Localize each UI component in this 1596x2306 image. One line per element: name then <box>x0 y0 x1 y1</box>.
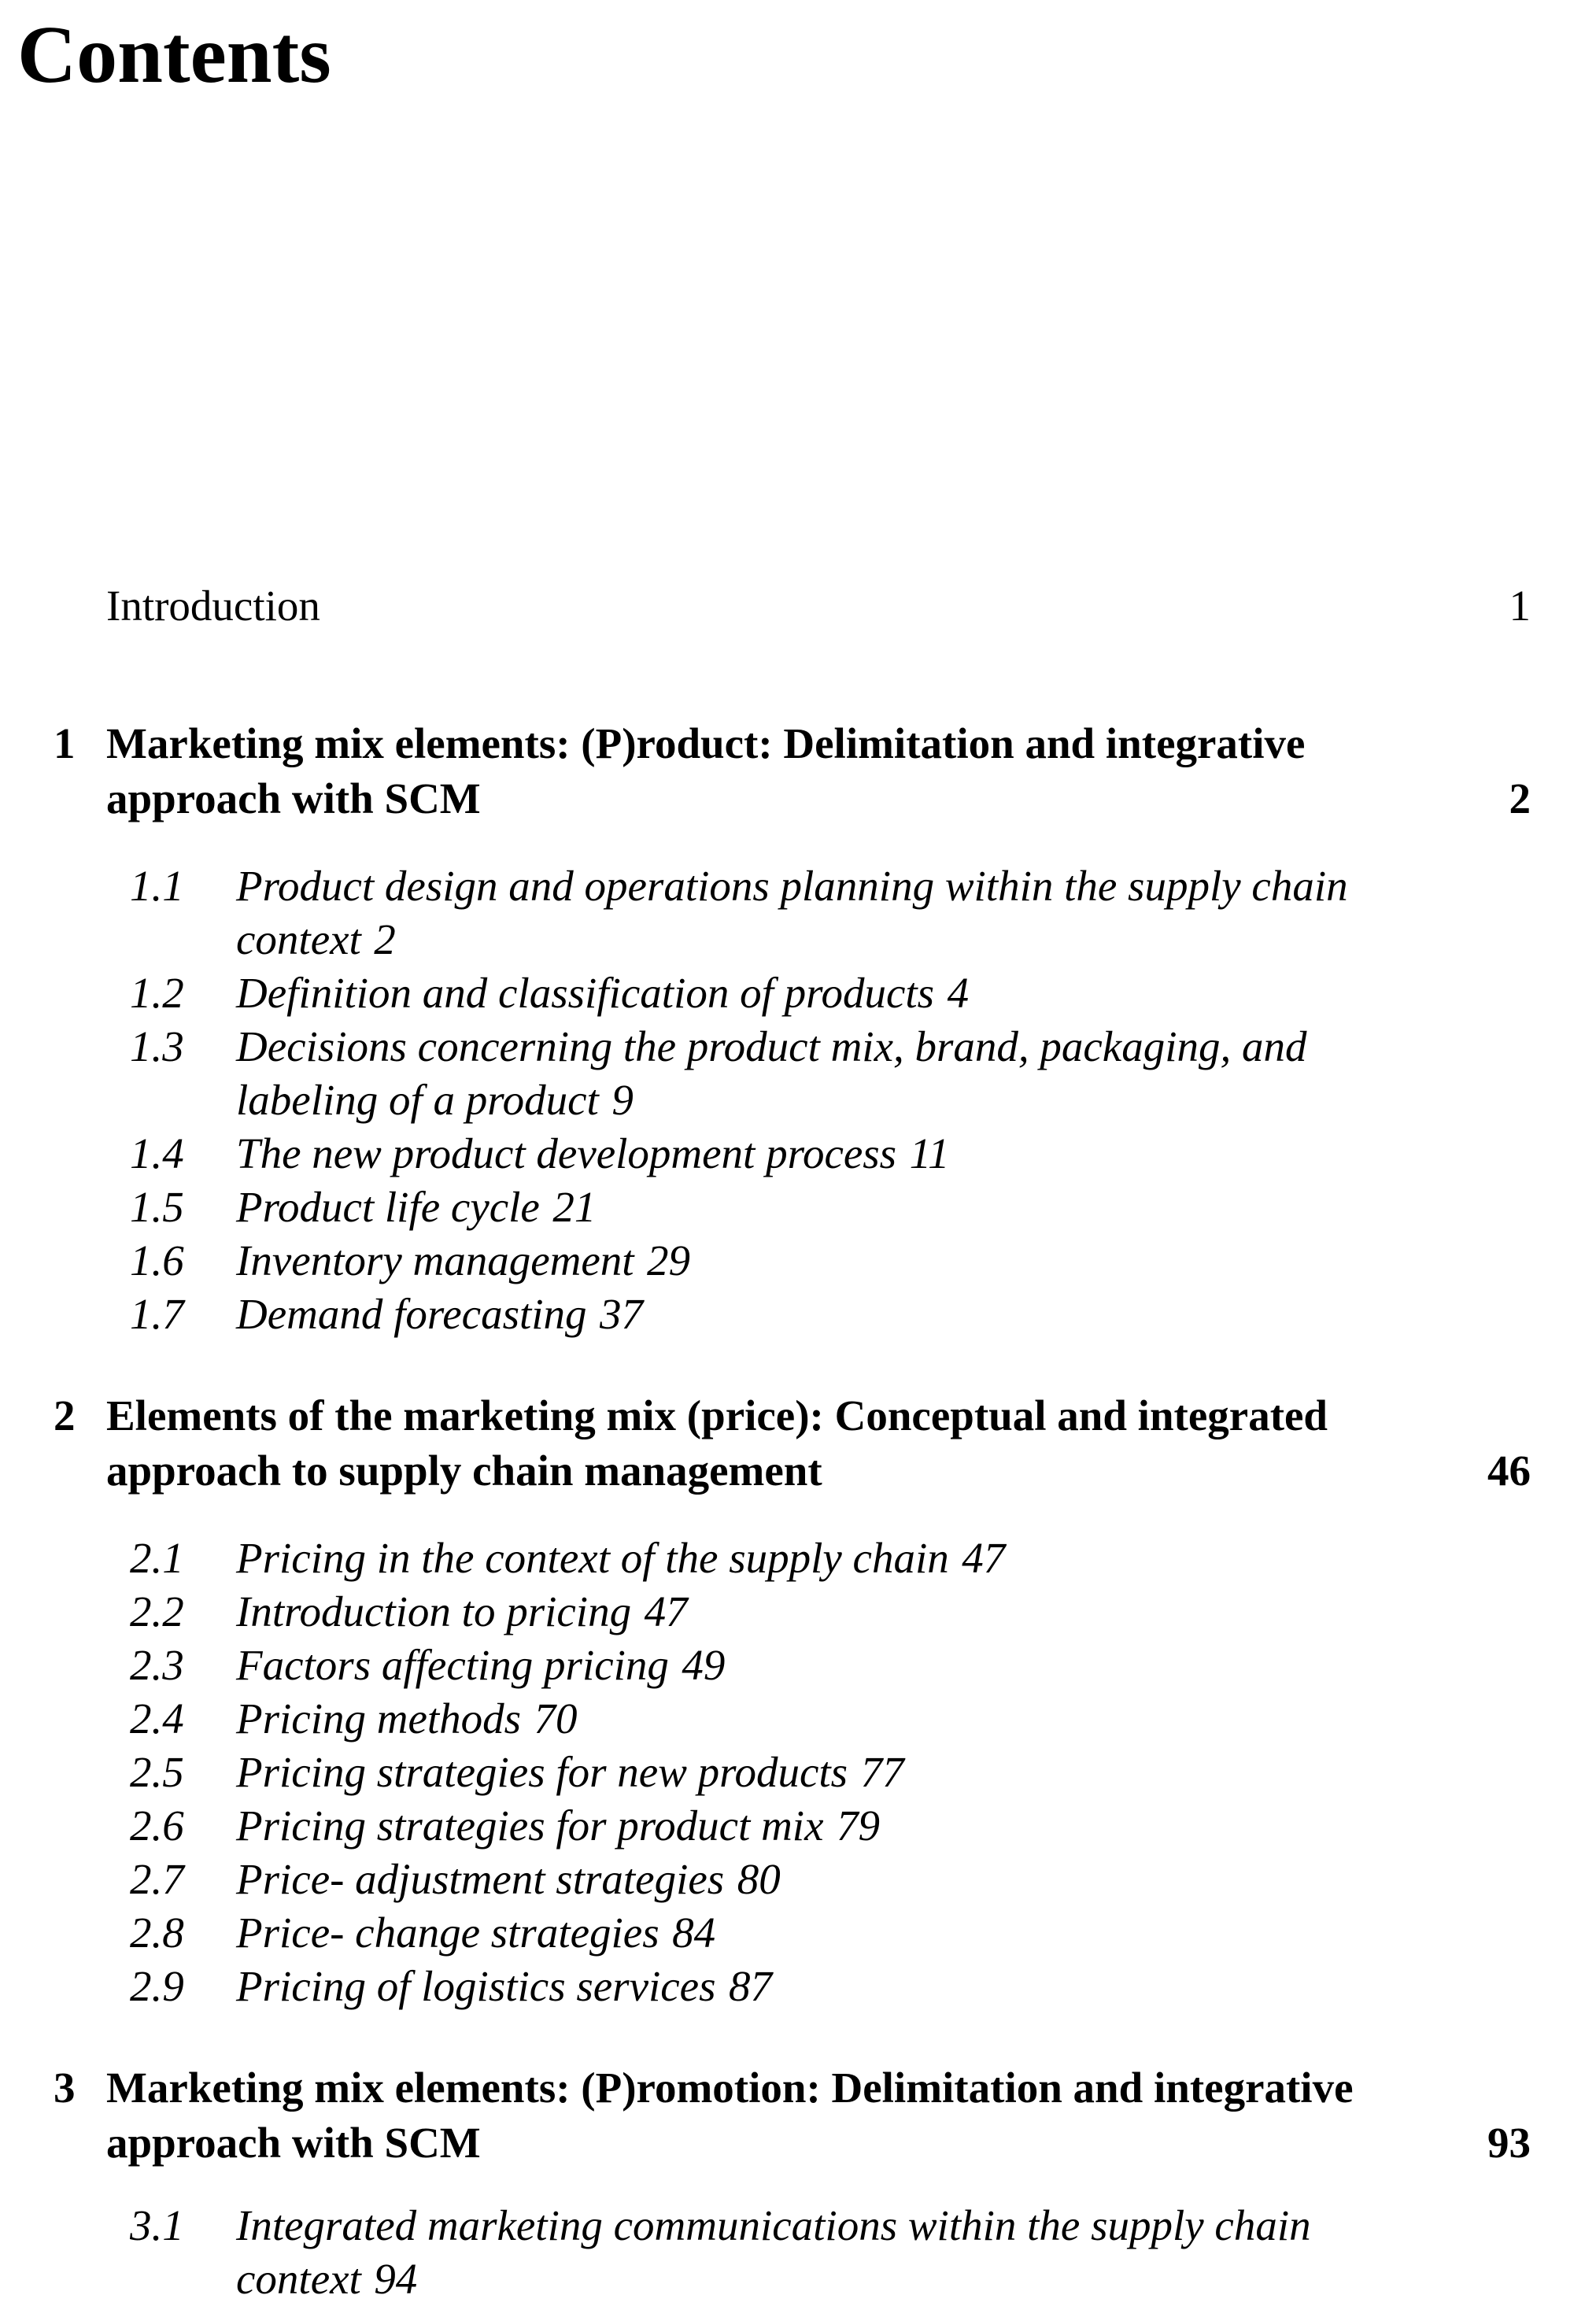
section-number: 1.2 <box>130 968 184 1017</box>
toc-section-entry-2-3 <box>130 1639 1531 1692</box>
chapter-title-line2: approach to supply chain management <box>106 1446 822 1495</box>
section-number: 2.9 <box>130 1961 184 2010</box>
chapter-page-number: 46 <box>1487 1446 1531 1495</box>
toc-entry-page-number: 1 <box>1509 581 1531 630</box>
toc-entry-label: Introduction <box>106 581 320 630</box>
section-number: 2.4 <box>130 1694 184 1742</box>
chapter-title-line2: approach with SCM <box>106 2118 481 2167</box>
section-title-line1: Integrated marketing communications within the supply chain <box>236 2201 1311 2249</box>
toc-section-entry-1-4 <box>130 1127 1531 1181</box>
section-title <box>236 1853 1531 1906</box>
section-number: 1.4 <box>130 1129 184 1177</box>
toc-chapter-3-heading <box>54 2060 1531 2171</box>
section-page-number: 94 <box>374 2254 418 2303</box>
section-number: 2.1 <box>130 1533 184 1582</box>
section-title <box>236 1639 1531 1692</box>
section-title-line1: Introduction to pricing <box>236 1587 632 1635</box>
section-title-line1: Pricing strategies for new products <box>236 1747 848 1796</box>
section-title <box>236 1181 1531 1234</box>
section-title <box>236 1127 1531 1181</box>
section-page-number: 87 <box>729 1961 772 2010</box>
toc-section-entry-1-2 <box>130 966 1531 1020</box>
chapter-title-line1: Elements of the marketing mix (price): Conceptual and integrated <box>106 1391 1328 1439</box>
chapter-page-number: 2 <box>1509 774 1531 822</box>
section-title <box>236 1746 1531 1799</box>
section-title-line1: Price- change strategies <box>236 1908 659 1957</box>
chapter-number: 3 <box>54 2063 76 2112</box>
chapter-title <box>106 1388 1531 1499</box>
section-title-line1: The new product development process <box>236 1129 897 1177</box>
section-number: 2.6 <box>130 1801 184 1850</box>
section-page-number: 11 <box>909 1129 950 1177</box>
section-page-number: 2 <box>374 915 396 963</box>
section-number: 1.5 <box>130 1182 184 1231</box>
section-title-line1: Demand forecasting <box>236 1289 587 1338</box>
section-page-number: 70 <box>534 1694 578 1742</box>
section-title-line1: Product life cycle <box>236 1182 540 1231</box>
section-title-line1: Pricing methods <box>236 1694 522 1742</box>
section-page-number: 49 <box>682 1640 726 1689</box>
toc-section-entry-1-3 <box>130 1020 1531 1127</box>
toc-chapter-2-sections <box>130 1532 1531 2013</box>
section-number: 2.3 <box>130 1640 184 1689</box>
toc-section-entry-2-1 <box>130 1532 1531 1585</box>
section-title-line1: Product design and operations planning within the supply chain <box>236 861 1348 910</box>
toc-chapter-1-heading <box>54 716 1531 826</box>
toc-section-entry-3-1 <box>130 2199 1531 2306</box>
section-page-number: 29 <box>647 1236 691 1284</box>
section-title <box>236 859 1531 966</box>
section-number: 3.1 <box>130 2201 184 2249</box>
chapter-title-line1: Marketing mix elements: (P)romotion: Delimitation and integrative <box>106 2063 1354 2112</box>
toc-section-entry-2-5 <box>130 1746 1531 1799</box>
page-title: Contents <box>17 9 331 100</box>
section-number: 2.2 <box>130 1587 184 1635</box>
chapter-title <box>106 2060 1531 2171</box>
section-title-line2: context <box>236 2254 361 2303</box>
section-title <box>236 2199 1531 2306</box>
section-page-number: 37 <box>600 1289 644 1338</box>
section-title-line2: context <box>236 915 361 963</box>
contents-page <box>0 8 1596 2306</box>
section-title-line1: Decisions concerning the product mix, brand, packaging, and <box>236 1022 1307 1070</box>
section-page-number: 21 <box>552 1182 597 1231</box>
section-page-number: 4 <box>947 968 970 1017</box>
chapter-page-number: 93 <box>1487 2118 1531 2167</box>
chapter-number: 2 <box>54 1391 76 1439</box>
section-page-number: 9 <box>611 1075 634 1124</box>
toc-section-entry-2-8 <box>130 1906 1531 1960</box>
toc-section-entry-1-6 <box>130 1234 1531 1288</box>
section-number: 2.5 <box>130 1747 184 1796</box>
section-title <box>236 1288 1531 1341</box>
section-number: 2.7 <box>130 1854 184 1903</box>
section-title-line1: Price- adjustment strategies <box>236 1854 725 1903</box>
chapter-title-line2: approach with SCM <box>106 774 481 822</box>
toc-section-entry-2-6 <box>130 1799 1531 1853</box>
section-title <box>236 1799 1531 1853</box>
section-title <box>236 1234 1531 1288</box>
toc-section-entry-2-9 <box>130 1960 1531 2013</box>
section-page-number: 84 <box>672 1908 716 1957</box>
section-number: 1.7 <box>130 1289 184 1338</box>
toc-section-entry-1-1 <box>130 859 1531 966</box>
section-page-number: 77 <box>860 1747 904 1796</box>
section-title-line1: Definition and classification of products <box>236 968 935 1017</box>
toc-section-entry-2-2 <box>130 1585 1531 1639</box>
section-number: 1.1 <box>130 861 184 910</box>
section-title-line1: Pricing in the context of the supply chain <box>236 1533 949 1582</box>
section-number: 2.8 <box>130 1908 184 1957</box>
section-title-line1: Inventory management <box>236 1236 634 1284</box>
toc-entry-introduction <box>106 579 1531 633</box>
chapter-title <box>106 716 1531 826</box>
section-number: 1.3 <box>130 1022 184 1070</box>
toc-chapter-1-sections <box>130 859 1531 1341</box>
section-title <box>236 1906 1531 1960</box>
toc-section-entry-1-5 <box>130 1181 1531 1234</box>
section-page-number: 47 <box>962 1533 1006 1582</box>
section-title-line1: Factors affecting pricing <box>236 1640 669 1689</box>
toc-section-entry-1-7 <box>130 1288 1531 1341</box>
toc-section-entry-2-4 <box>130 1692 1531 1746</box>
section-page-number: 47 <box>644 1587 688 1635</box>
section-page-number: 80 <box>737 1854 781 1903</box>
section-title <box>236 1585 1531 1639</box>
section-title <box>236 1692 1531 1746</box>
section-title <box>236 966 1531 1020</box>
toc-section-entry-2-7 <box>130 1853 1531 1906</box>
toc-chapter-2-heading <box>54 1388 1531 1499</box>
section-title-line1: Pricing of logistics services <box>236 1961 716 2010</box>
chapter-number: 1 <box>54 719 76 767</box>
section-title-line1: Pricing strategies for product mix <box>236 1801 824 1850</box>
section-title <box>236 1532 1531 1585</box>
chapter-title-line1: Marketing mix elements: (P)roduct: Delimitation and integrative <box>106 719 1306 767</box>
section-number: 1.6 <box>130 1236 184 1284</box>
toc-chapter-3-sections <box>130 2199 1531 2306</box>
section-title <box>236 1960 1531 2013</box>
section-title <box>236 1020 1531 1127</box>
section-page-number: 79 <box>837 1801 881 1850</box>
section-title-line2: labeling of a product <box>236 1075 599 1124</box>
